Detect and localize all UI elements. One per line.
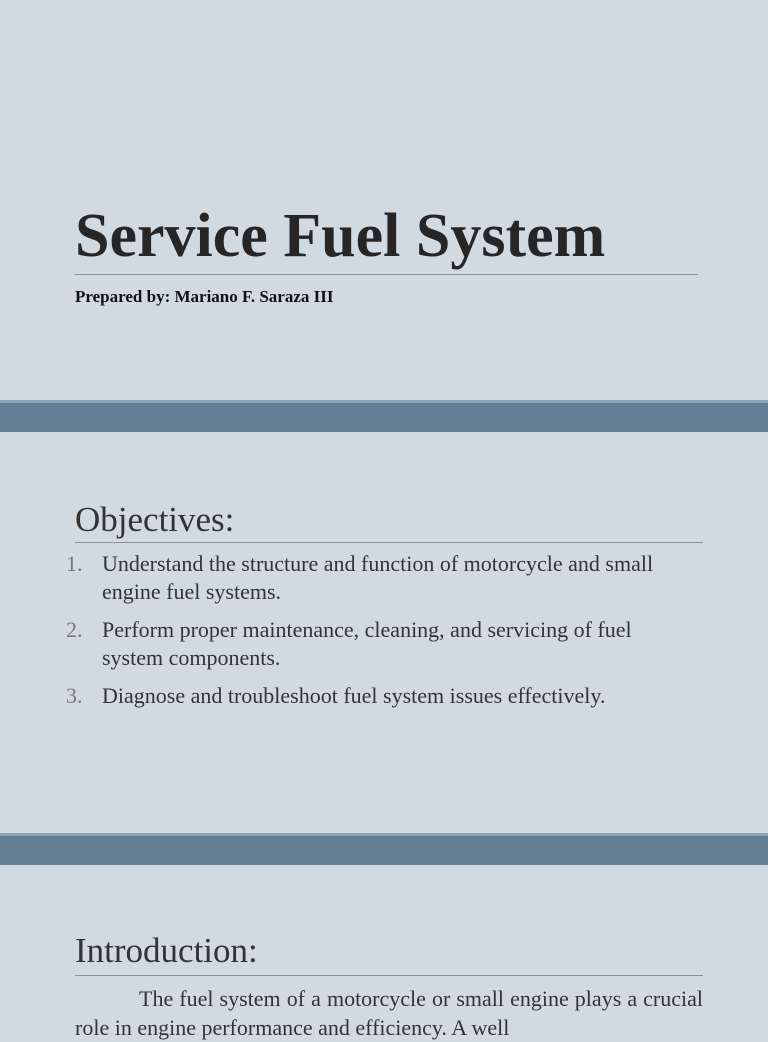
introduction-body: The fuel system of a motorcycle or small engine plays a crucial role in engine performance and efficiency. A well [75,986,703,1040]
objective-item [66,682,696,710]
slide-title: Service Fuel System [75,202,606,270]
objective-text: Perform proper maintenance, cleaning, and servicing of fuel system components. [102,617,632,670]
objective-text: Understand the structure and function of motorcycle and small engine fuel systems. [102,551,654,604]
objective-text: Diagnose and troubleshoot fuel system issues effectively. [102,683,606,708]
objectives-divider [75,542,703,543]
introduction-divider [75,975,703,976]
introduction-slide [0,865,768,1040]
slide-separator [0,833,768,865]
objectives-slide [0,432,768,833]
objective-number: 1. [66,551,83,576]
introduction-heading: Introduction: [75,931,258,970]
slide-separator [0,400,768,432]
objective-item [66,616,696,672]
objective-item [66,550,696,606]
title-slide [0,0,768,400]
slide-subtitle: Prepared by: Mariano F. Saraza III [75,287,334,306]
objectives-list [66,550,696,720]
objective-number: 2. [66,617,83,642]
objectives-heading: Objectives: [75,500,235,539]
objective-number: 3. [66,683,83,708]
title-divider [75,274,698,275]
